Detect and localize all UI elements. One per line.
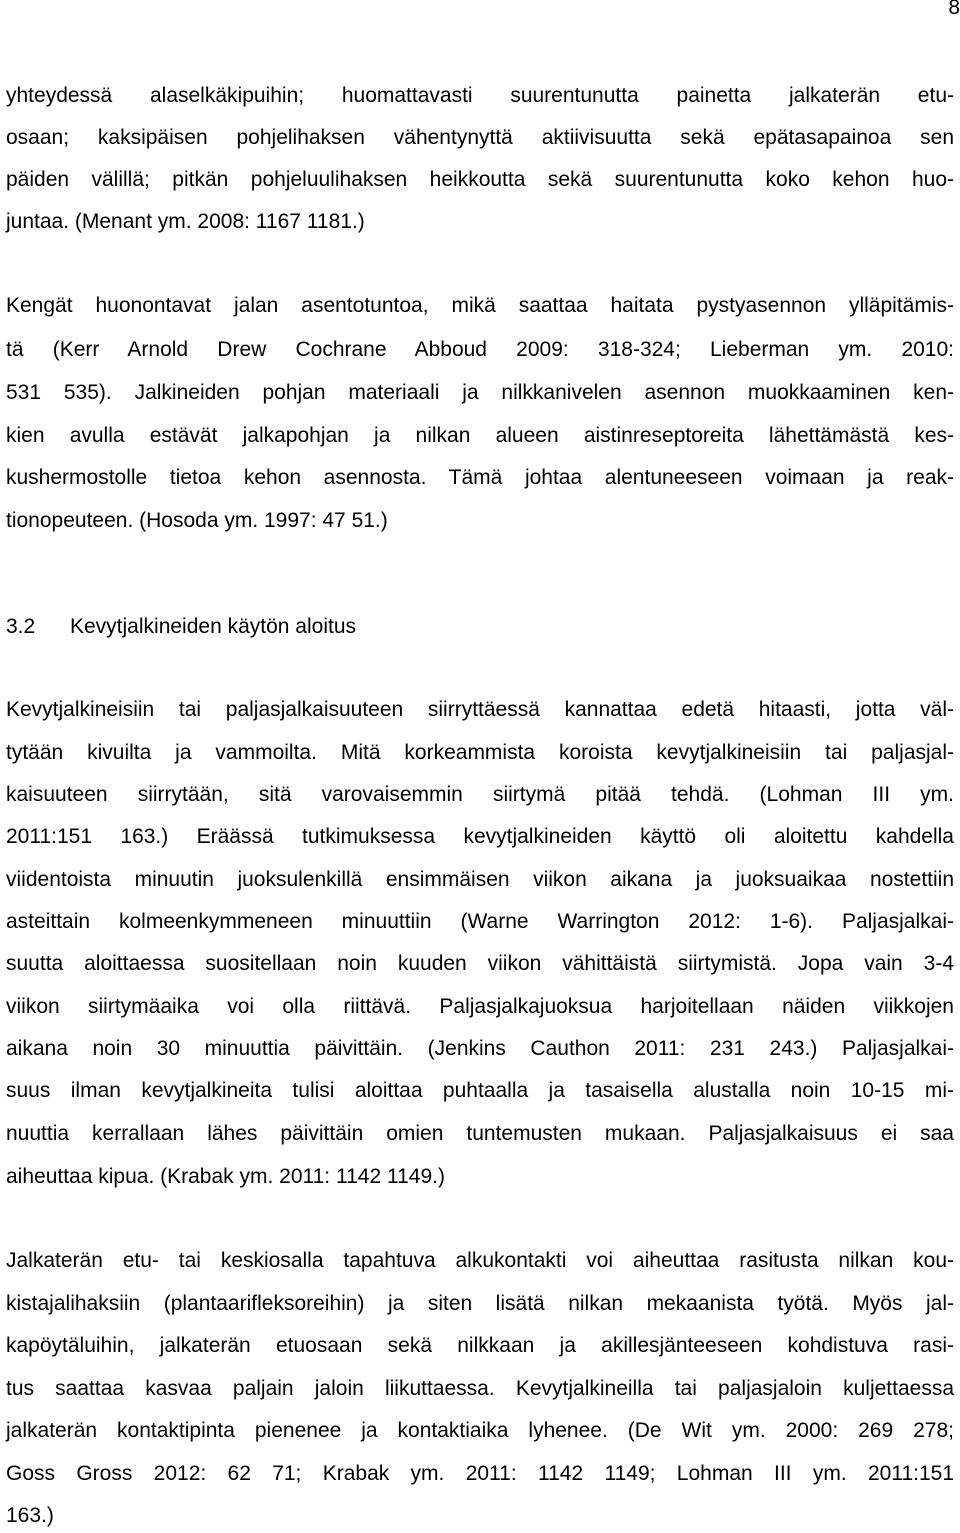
section-number: 3.2 (6, 615, 36, 638)
text-line: suus ilman kevytjalkineita tulisi aloittaa puhtaalla ja tasaisella alustalla noin 10-15 mi- (6, 1079, 954, 1102)
text-line: tytään kivuilta ja vammoilta. Mitä korkeammista koroista kevytjalkineisiin tai paljasjal- (6, 741, 954, 764)
text-line: päiden välillä; pitkän pohjeluulihaksen heikkoutta sekä suurentunutta koko kehon huo- (6, 168, 954, 191)
text-line: osaan; kaksipäisen pohjelihaksen vähentynyttä aktiivisuutta sekä epätasapainoa sen (6, 126, 954, 149)
text-line: tionopeuteen. (Hosoda ym. 1997: 47 51.) (6, 509, 388, 532)
text-line: 2011:151 163.) Eräässä tutkimuksessa kevytjalkineiden käyttö oli aloitettu kahdella (6, 825, 954, 848)
text-line: kistajalihaksiin (plantaarifleksoreihin) ja siten lisätä nilkan mekaanista työtä. Myös jal- (6, 1292, 954, 1315)
text-line: kushermostolle tietoa kehon asennosta. Tämä johtaa alentuneeseen voimaan ja reak- (6, 466, 954, 489)
page-number: 8 (948, 0, 960, 19)
section-title: Kevytjalkineiden käytön aloitus (70, 615, 357, 638)
text-line: aiheuttaa kipua. (Krabak ym. 2011: 1142 1149.) (6, 1165, 445, 1188)
text-line: jalkaterän kontaktipinta pienenee ja kontaktiaika lyhenee. (De Wit ym. 2000: 269 278; (6, 1419, 954, 1442)
text-line: viidentoista minuutin juoksulenkillä ensimmäisen viikon aikana ja juoksuaikaa nostettiin (6, 868, 954, 891)
text-line: kaisuuteen siirrytään, sitä varovaisemmin siirtymä pitää tehdä. (Lohman III ym. (6, 783, 954, 806)
text-line: nuuttia kerrallaan lähes päivittäin omien tuntemusten mukaan. Paljasjalkaisuus ei saa (6, 1122, 954, 1145)
text-line: asteittain kolmeenkymmeneen minuuttiin (Warne Warrington 2012: 1-6). Paljasjalkai- (6, 910, 954, 933)
text-line: 163.) (6, 1504, 54, 1527)
text-line: juntaa. (Menant ym. 2008: 1167 1181.) (6, 210, 365, 233)
text-line: tus saattaa kasvaa paljain jaloin liikuttaessa. Kevytjalkineilla tai paljasjaloin kuljettaessa (6, 1377, 954, 1400)
text-line: Goss Gross 2012: 62 71; Krabak ym. 2011: 1142 1149; Lohman III ym. 2011:151 (6, 1462, 954, 1485)
text-line: viikon siirtymäaika voi olla riittävä. Paljasjalkajuoksua harjoitellaan näiden viikkojen (6, 995, 954, 1018)
text-line: Kevytjalkineisiin tai paljasjalkaisuuteen siirryttäessä kannattaa edetä hitaasti, jotta väl- (6, 698, 954, 721)
text-line: kapöytäluihin, jalkaterän etuosaan sekä nilkkaan ja akillesjänteeseen kohdistuva rasi- (6, 1334, 954, 1357)
text-line: tä (Kerr Arnold Drew Cochrane Abboud 2009: 318-324; Lieberman ym. 2010: (6, 338, 954, 361)
text-line: Jalkaterän etu- tai keskiosalla tapahtuva alkukontakti voi aiheuttaa rasitusta nilkan kou- (6, 1249, 954, 1272)
text-line: Kengät huonontavat jalan asentotuntoa, mikä saattaa haitata pystyasennon ylläpitämis- (6, 294, 954, 317)
text-line: kien avulla estävät jalkapohjan ja nilkan alueen aistinreseptoreita lähettämästä kes- (6, 424, 954, 447)
text-line: yhteydessä alaselkäkipuihin; huomattavasti suurentunutta painetta jalkaterän etu- (6, 84, 954, 107)
text-line: 531 535). Jalkineiden pohjan materiaali ja nilkkanivelen asennon muokkaaminen ken- (6, 381, 954, 404)
text-line: suutta aloittaessa suositellaan noin kuuden viikon vähittäistä siirtymistä. Jopa vain 3-4 (6, 952, 954, 975)
text-line: aikana noin 30 minuuttia päivittäin. (Jenkins Cauthon 2011: 231 243.) Paljasjalkai- (6, 1037, 954, 1060)
section-heading (6, 614, 356, 640)
